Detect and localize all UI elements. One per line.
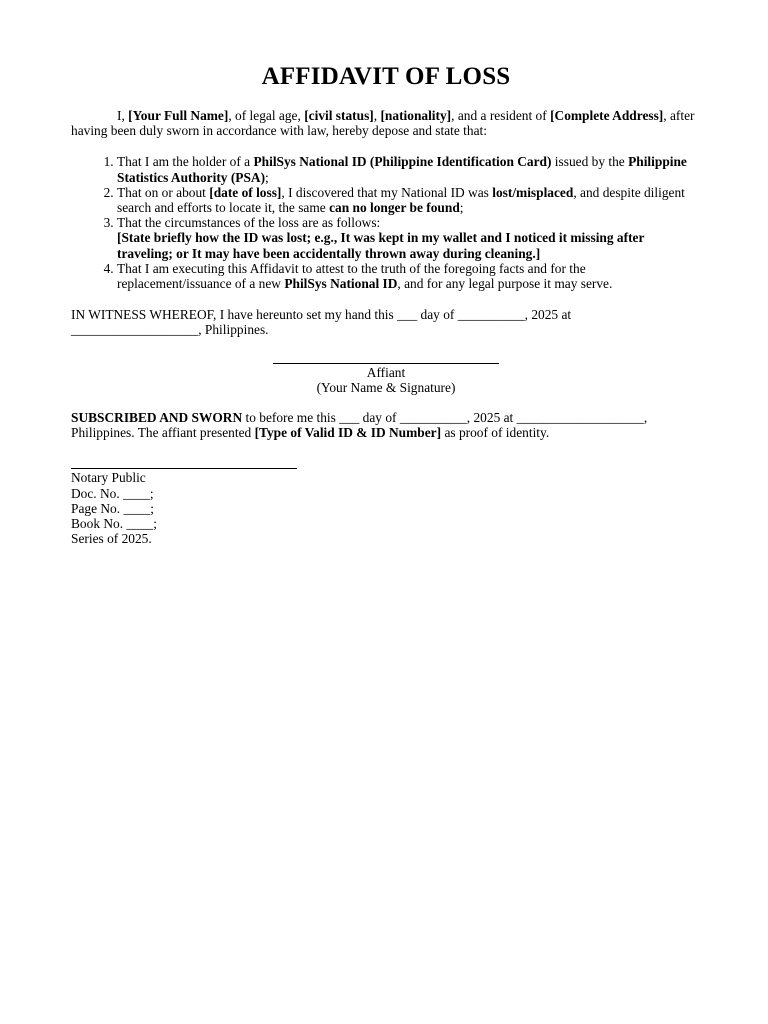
statement-bold: Philippine Statistics Authority (PSA) — [117, 154, 687, 185]
witness-paragraph: IN WITNESS WHEREOF, I have hereunto set my hand this ___ day of __________, 2025 at ___________________, Philippines. — [71, 307, 572, 338]
statement-bold: lost/misplaced — [492, 184, 574, 200]
civil-status-placeholder: [civil status] — [304, 108, 374, 123]
statement-text: ; — [459, 200, 464, 216]
statement-bold: [date of loss] — [209, 184, 282, 200]
valid-id-placeholder: [Type of Valid ID & ID Number] — [254, 425, 442, 441]
statement-bold: PhilSys National ID — [284, 276, 398, 292]
intro-text: , of legal age, — [228, 108, 305, 123]
subscribed-heading: SUBSCRIBED AND SWORN — [71, 410, 243, 426]
notary-block — [71, 460, 701, 546]
statement-text: That I am the holder of a — [117, 154, 254, 170]
statement-bold: can no longer be found — [329, 200, 460, 216]
statement-text: ; — [265, 169, 269, 185]
intro-text: I, — [117, 108, 129, 123]
notary-book-no: Book No. ____; — [71, 516, 157, 532]
statement-text: issued by the — [551, 154, 629, 170]
affiant-sub-label: (Your Name & Signature) — [316, 379, 456, 395]
full-name-placeholder: [Your Full Name] — [128, 108, 229, 123]
statement-list — [71, 154, 701, 291]
intro-text: , — [373, 108, 381, 123]
subscribed-paragraph — [71, 410, 701, 440]
statement-bold: [State briefly how the ID was lost; e.g., It was kept in my wallet and I noticed it missing after traveling; or It may have been accidentally thrown away during cleaning.] — [117, 230, 645, 261]
statement-text: , I discovered that my National ID was — [281, 184, 493, 200]
statement-item-3 — [117, 215, 701, 261]
statement-text: That on or about — [117, 184, 210, 200]
subscribed-text: as proof of identity. — [441, 425, 550, 441]
intro-text: , after having been duly sworn in accordance with law, hereby depose and state that: — [71, 108, 695, 139]
statement-text: , and for any legal purpose it may serve. — [397, 276, 613, 292]
affiant-signature-line — [273, 353, 499, 364]
notary-series: Series of 2025. — [71, 531, 152, 547]
document-title: AFFIDAVIT OF LOSS — [261, 63, 511, 90]
affiant-signature-block — [71, 353, 701, 395]
notary-doc-no: Doc. No. ____; — [71, 485, 154, 501]
statement-text: That I am executing this Affidavit to attest to the truth of the foregoing facts and for the replacement/issuance of a new — [117, 260, 586, 292]
document-body — [71, 62, 701, 546]
statement-text: That the circumstances of the loss are as follows: — [117, 215, 381, 231]
intro-text: , and a resident of — [451, 108, 551, 123]
statement-item-4 — [117, 261, 701, 291]
notary-title: Notary Public — [71, 470, 146, 486]
nationality-placeholder: [nationality] — [380, 108, 452, 123]
intro-paragraph — [71, 108, 701, 138]
subscribed-text: to before me this ___ day of __________, 2025 at ___________________, Philippines. The affiant presented — [71, 410, 648, 441]
statement-item-2 — [117, 185, 701, 215]
statement-text: , and despite diligent search and efforts to locate it, the same — [117, 184, 685, 216]
statement-bold: PhilSys National ID (Philippine Identification Card) — [253, 154, 552, 170]
notary-page-no: Page No. ____; — [71, 500, 154, 516]
affiant-label: Affiant — [366, 364, 406, 380]
statement-item-1 — [117, 154, 701, 184]
notary-signature-line — [71, 460, 297, 469]
address-placeholder: [Complete Address] — [550, 108, 664, 123]
